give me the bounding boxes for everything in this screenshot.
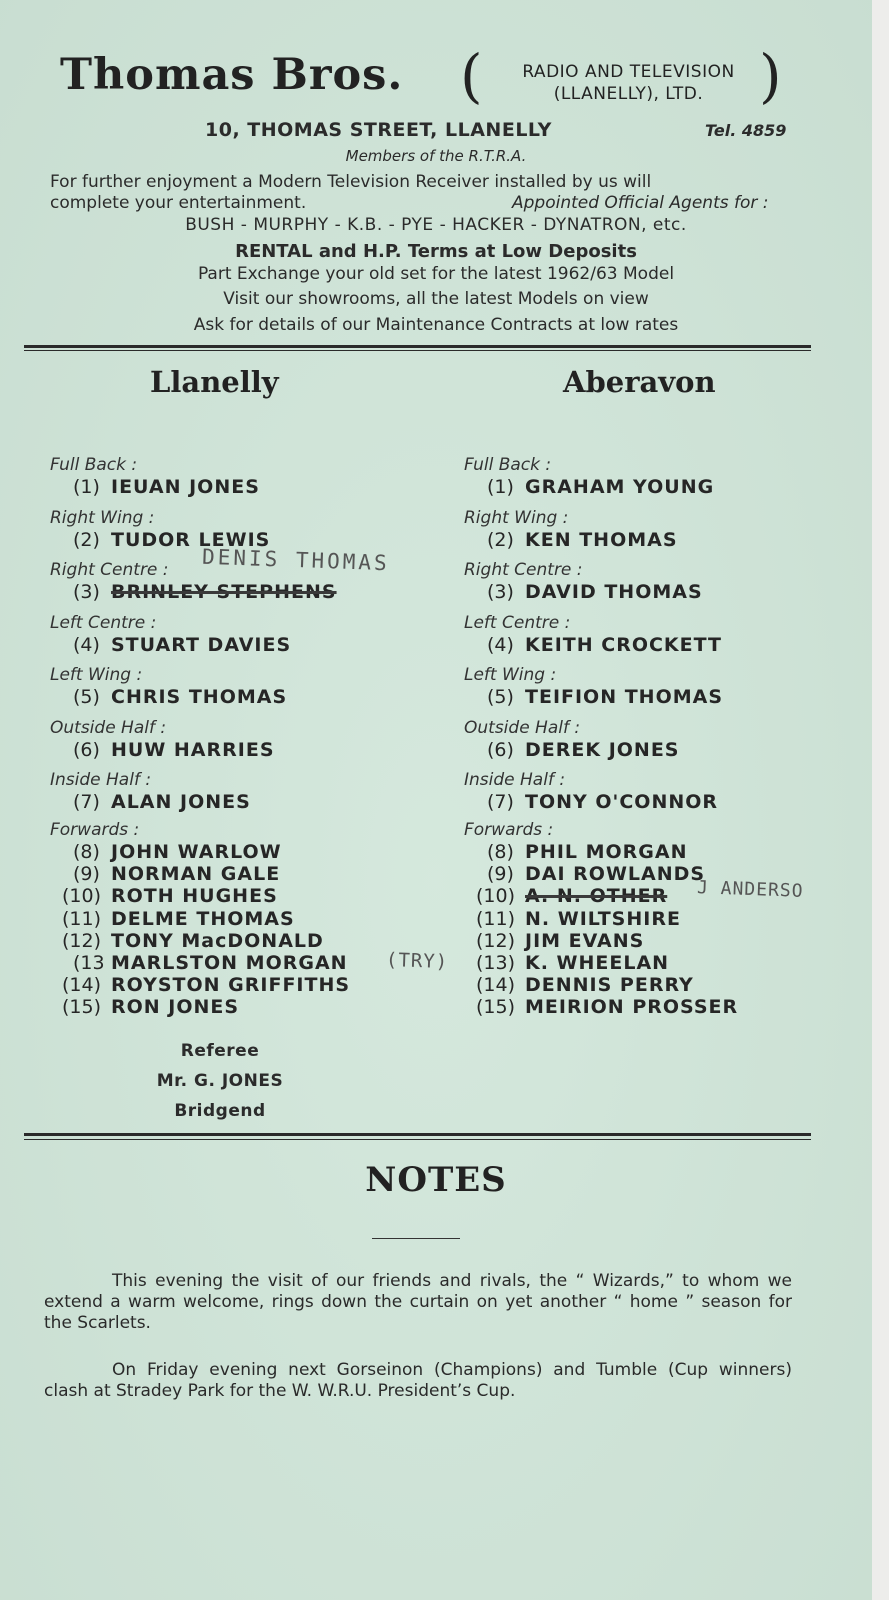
position-label: Inside Half : — [464, 770, 566, 790]
company-telephone: Tel. 4859 — [705, 121, 787, 140]
player-number: (8) — [73, 841, 100, 863]
position-label: Left Centre : — [50, 612, 157, 633]
player-row — [73, 476, 260, 498]
player-number: (15) — [62, 996, 102, 1019]
player-number: (9) — [73, 863, 100, 886]
player-number: (12) — [62, 929, 102, 952]
player-row — [487, 581, 703, 603]
player-row — [487, 686, 723, 708]
forward-row — [476, 908, 681, 930]
forward-row — [62, 908, 295, 930]
forward-row — [476, 952, 669, 974]
player-number: (6) — [73, 738, 100, 761]
player-number: (13 — [73, 952, 105, 974]
player-row — [487, 791, 718, 813]
player-name: ROYSTON GRIFFITHS — [111, 974, 351, 997]
position-label: Outside Half : — [464, 717, 581, 738]
player-name: DAVID THOMAS — [525, 581, 703, 603]
player-row — [487, 476, 714, 498]
player-name: IEUAN JONES — [111, 476, 260, 498]
player-name: CHRIS THOMAS — [111, 686, 288, 708]
player-number: (2) — [487, 528, 514, 551]
forward-row — [62, 930, 324, 952]
referee-town: Bridgend — [174, 1101, 266, 1121]
promo-line-2-left: complete your entertainment. — [50, 193, 307, 213]
maintenance-line: Ask for details of our Maintenance Contracts at low rates — [193, 315, 679, 335]
position-label: Right Centre : — [464, 560, 583, 580]
position-label: Right Wing : — [464, 507, 569, 528]
position-label: Left Centre : — [464, 612, 571, 633]
player-name: DEREK JONES — [525, 738, 680, 761]
player-name: GRAHAM YOUNG — [525, 476, 715, 498]
player-name: KEN THOMAS — [525, 528, 678, 551]
forward-row — [62, 885, 278, 907]
player-name: DELME THOMAS — [111, 907, 295, 930]
divider-top — [24, 345, 811, 348]
player-number: (7) — [487, 791, 514, 813]
player-number: (3) — [73, 581, 100, 603]
player-name: DENNIS PERRY — [525, 974, 694, 997]
promo-line-1-text: For further enjoyment a Modern Television Receiver installed by us will — [50, 172, 652, 192]
forward-row — [476, 930, 644, 952]
position-label: Full Back : — [464, 455, 552, 475]
player-row — [487, 529, 678, 551]
player-number: (3) — [487, 581, 514, 603]
referee-name: Mr. G. JONES — [156, 1071, 284, 1091]
forwards-label: Forwards : — [50, 820, 140, 840]
player-name: ROTH HUGHES — [111, 885, 278, 908]
page-edge — [872, 0, 889, 1600]
player-number: (10) — [476, 885, 516, 908]
forward-row — [476, 996, 738, 1018]
position-label: Right Centre : — [50, 560, 169, 580]
player-name: N. WILTSHIRE — [525, 907, 681, 930]
notes-paragraph-2: On Friday evening next Gorseinon (Champions) and Tumble (Cup winners) clash at Stradey Park for the W. W.R.U. President’s Cup. — [44, 1360, 792, 1401]
promo-line-1 — [50, 172, 810, 192]
player-number: (2) — [73, 528, 100, 551]
player-number: (7) — [73, 791, 100, 813]
player-name: NORMAN GALE — [111, 863, 281, 886]
player-number: (14) — [62, 974, 102, 997]
forward-row — [73, 841, 282, 863]
player-name: JOHN WARLOW — [111, 841, 282, 863]
player-number: (5) — [487, 686, 514, 708]
notes-paragraph-1: This evening the visit of our friends and rivals, the “ Wizards,” to whom we extend a warm welcome, rings down the curtain on yet another “ home ” season for the Scarlets. — [44, 1271, 792, 1333]
player-number: (1) — [487, 476, 514, 498]
player-name: TONY MacDONALD — [111, 929, 324, 952]
position-label: Left Wing : — [50, 665, 143, 685]
player-name: K. WHEELAN — [525, 952, 670, 974]
player-name: DAI ROWLANDS — [525, 863, 706, 886]
position-label: Inside Half : — [50, 770, 152, 790]
position-label: Full Back : — [50, 455, 138, 475]
home-team-name: Llanelly — [150, 365, 279, 399]
player-name: KEITH CROCKETT — [525, 633, 722, 656]
player-name: HUW HARRIES — [111, 738, 275, 761]
player-row — [487, 739, 679, 761]
handwritten-replacement: DENIS THOMAS — [201, 544, 391, 576]
player-name: PHIL MORGAN — [525, 841, 688, 863]
company-subtitle-line-1: RADIO AND TELEVISION — [522, 62, 735, 82]
player-number: (1) — [73, 476, 100, 498]
forward-row — [73, 863, 280, 885]
player-number: (11) — [62, 907, 102, 930]
player-name: TEIFION THOMAS — [525, 686, 724, 708]
forwards-label: Forwards : — [464, 820, 554, 840]
promo-line-2-right: Appointed Official Agents for : — [512, 193, 769, 213]
player-row — [487, 634, 722, 656]
notes-underline — [372, 1238, 460, 1239]
player-row — [73, 581, 337, 603]
player-name: TONY O'CONNOR — [525, 791, 719, 813]
membership-line: Members of the R.T.R.A. — [345, 147, 527, 165]
bracket-close: ) — [759, 42, 782, 110]
notes-heading: NOTES — [365, 1160, 507, 1200]
handwritten-away-10: J ANDERSO — [696, 877, 804, 902]
forward-row — [476, 885, 667, 907]
player-number: (5) — [73, 686, 100, 708]
player-name: MEIRION PROSSER — [525, 996, 739, 1019]
player-number: (4) — [487, 633, 514, 656]
player-name: TUDOR LEWIS — [111, 528, 271, 551]
player-row — [73, 686, 287, 708]
forward-row — [476, 974, 694, 996]
divider-bottom — [24, 1133, 811, 1136]
bracket-open: ( — [460, 42, 483, 110]
player-number: (12) — [476, 929, 516, 952]
handwritten-try-note: (TRY) — [385, 948, 449, 974]
player-number: (15) — [476, 996, 516, 1019]
player-name: ALAN JONES — [111, 791, 251, 813]
player-number: (11) — [476, 907, 516, 930]
showroom-line: Visit our showrooms, all the latest Models on view — [223, 289, 649, 309]
player-row — [73, 739, 275, 761]
player-name: RON JONES — [111, 996, 240, 1019]
forward-row — [487, 841, 688, 863]
company-name: Thomas Bros. — [60, 50, 404, 100]
player-name: A. N. OTHER — [525, 885, 668, 908]
divider-top-thin — [24, 350, 811, 351]
player-number: (10) — [62, 885, 102, 908]
position-label: Outside Half : — [50, 717, 167, 738]
divider-bottom-thin — [24, 1139, 811, 1140]
player-number: (8) — [487, 841, 514, 863]
player-number: (9) — [487, 863, 514, 886]
forward-row — [73, 952, 348, 974]
referee-label: Referee — [180, 1041, 260, 1061]
forward-row — [487, 863, 705, 885]
brand-list: BUSH - MURPHY - K.B. - PYE - HACKER - DYNATRON, etc. — [185, 215, 687, 235]
player-name: STUART DAVIES — [111, 633, 292, 656]
player-name: BRINLEY STEPHENS — [111, 581, 337, 603]
part-exchange-line: Part Exchange your old set for the latest 1962/63 Model — [197, 264, 675, 284]
position-label: Right Wing : — [50, 507, 155, 528]
player-number: (6) — [487, 738, 514, 761]
rental-terms: RENTAL and H.P. Terms at Low Deposits — [235, 241, 637, 262]
player-number: (13) — [476, 952, 516, 974]
forward-row — [62, 996, 239, 1018]
player-name: MARLSTON MORGAN — [111, 952, 348, 974]
player-row — [73, 634, 291, 656]
player-name: JIM EVANS — [525, 929, 645, 952]
position-label: Left Wing : — [464, 665, 557, 685]
forward-row — [62, 974, 350, 996]
company-subtitle — [496, 61, 761, 105]
player-number: (14) — [476, 974, 516, 997]
away-team-name: Aberavon — [563, 365, 716, 399]
company-address: 10, THOMAS STREET, LLANELLY — [205, 119, 552, 141]
player-row — [73, 791, 251, 813]
company-subtitle-line-2: (LLANELLY), LTD. — [553, 84, 704, 104]
player-number: (4) — [73, 633, 100, 656]
